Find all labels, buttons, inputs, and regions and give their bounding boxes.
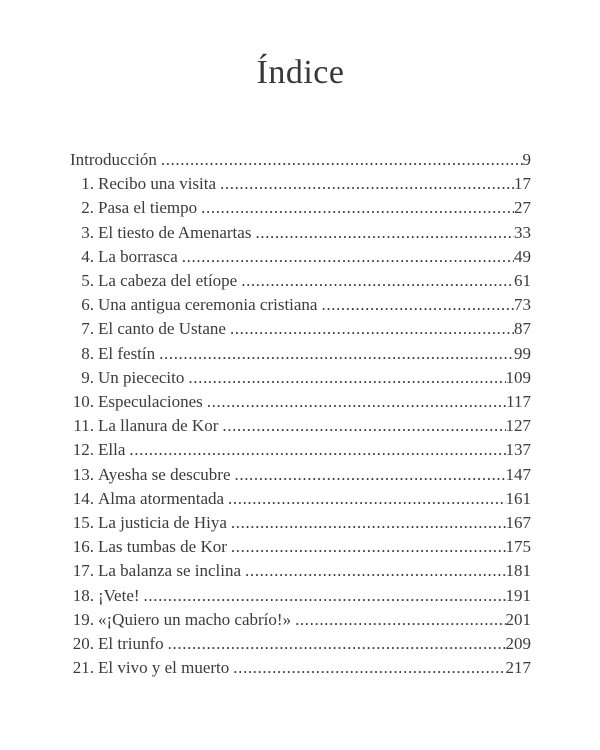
toc-entry-page: 209	[505, 634, 531, 654]
toc-entry-title: Un piececito	[98, 367, 185, 387]
toc-entry-number: 3.	[81, 222, 94, 242]
toc-row	[70, 390, 531, 414]
toc-entry-number: 20.	[72, 634, 94, 654]
toc-entry-page: 117	[506, 392, 531, 412]
toc-list	[70, 148, 531, 680]
toc-entry-title: El festín	[98, 343, 156, 363]
toc-entry-number: 2.	[81, 198, 94, 218]
toc-row	[70, 511, 531, 535]
toc-entry-title: Recibo una visita	[98, 174, 217, 194]
dot-leader	[220, 172, 514, 196]
dot-leader	[144, 584, 506, 608]
toc-entry-title: La justicia de Hiya	[98, 513, 227, 533]
toc-entry-number: 14.	[72, 488, 94, 508]
toc-entry-page: 191	[505, 585, 531, 605]
dot-leader	[188, 366, 505, 390]
toc-row	[70, 293, 531, 317]
dot-leader	[235, 463, 506, 487]
toc-entry-number: 5.	[81, 271, 94, 291]
toc-row	[70, 366, 531, 390]
toc-entry-page: 61	[514, 271, 531, 291]
toc-entry-page: 127	[505, 416, 531, 436]
toc-entry-title: La balanza se inclina	[98, 561, 242, 581]
toc-row	[70, 317, 531, 341]
toc-entry-title: La cabeza del etíope	[98, 271, 238, 291]
toc-row	[70, 269, 531, 293]
dot-leader	[222, 414, 505, 438]
dot-leader	[230, 317, 514, 341]
toc-entry-number: 1.	[81, 174, 94, 194]
toc-entry-title: El triunfo	[98, 634, 164, 654]
toc-entry-number: 6.	[81, 295, 94, 315]
toc-entry-title: La borrasca	[98, 246, 178, 266]
toc-entry-number: 18.	[72, 585, 94, 605]
toc-row	[70, 559, 531, 583]
toc-entry-title: ¡Vete!	[98, 585, 140, 605]
toc-entry-page: 201	[505, 609, 531, 629]
toc-entry-page: 99	[514, 343, 531, 363]
toc-entry-page: 181	[505, 561, 531, 581]
toc-entry-page: 17	[514, 174, 531, 194]
dot-leader	[321, 293, 514, 317]
toc-row	[70, 608, 531, 632]
toc-entry-page: 161	[505, 488, 531, 508]
toc-entry-title: Ayesha se descubre	[98, 464, 231, 484]
toc-entry-number: 4.	[81, 246, 94, 266]
toc-row	[70, 463, 531, 487]
toc-row	[70, 632, 531, 656]
dot-leader	[241, 269, 514, 293]
toc-row	[70, 535, 531, 559]
toc-row	[70, 172, 531, 196]
dot-leader	[255, 221, 514, 245]
toc-entry-page: 175	[505, 537, 531, 557]
toc-entry-title: La llanura de Kor	[98, 416, 219, 436]
toc-row	[70, 414, 531, 438]
toc-entry-title: Ella	[98, 440, 126, 460]
toc-entry-page: 109	[505, 367, 531, 387]
dot-leader	[233, 656, 505, 680]
toc-row	[70, 342, 531, 366]
toc-entry-number: 15.	[72, 513, 94, 533]
dot-leader	[168, 632, 506, 656]
toc-entry-number: 7.	[81, 319, 94, 339]
toc-entry-page: 217	[505, 658, 531, 678]
toc-entry-number: 10.	[72, 392, 94, 412]
page-title: Índice	[256, 54, 345, 91]
toc-entry-title: El vivo y el muerto	[98, 658, 230, 678]
dot-leader	[231, 535, 506, 559]
toc-entry-page: 73	[514, 295, 531, 315]
toc-row	[70, 148, 531, 172]
dot-leader	[245, 559, 505, 583]
toc-entry-page: 137	[505, 440, 531, 460]
toc-row	[70, 584, 531, 608]
dot-leader	[295, 608, 505, 632]
dot-leader	[231, 511, 506, 535]
toc-entry-number: 17.	[72, 561, 94, 581]
toc-entry-page: 27	[514, 198, 531, 218]
dot-leader	[129, 438, 505, 462]
toc-entry-page: 87	[514, 319, 531, 339]
toc-row	[70, 656, 531, 680]
toc-entry-title: Pasa el tiempo	[98, 198, 198, 218]
toc-row	[70, 221, 531, 245]
toc-row	[70, 487, 531, 511]
dot-leader	[228, 487, 505, 511]
toc-entry-page: 49	[514, 246, 531, 266]
toc-entry-number: 19.	[72, 609, 94, 629]
toc-entry-title: Una antigua ceremonia cristiana	[98, 295, 318, 315]
toc-entry-number: 12.	[72, 440, 94, 460]
toc-entry-title: «¡Quiero un macho cabrío!»	[98, 609, 292, 629]
toc-entry-title: Introducción	[70, 150, 157, 169]
toc-row	[70, 196, 531, 220]
toc-entry-number: 13.	[72, 464, 94, 484]
toc-entry-page: 33	[514, 222, 531, 242]
toc-entry-title: El canto de Ustane	[98, 319, 226, 339]
dot-leader	[159, 342, 514, 366]
toc-row	[70, 245, 531, 269]
toc-entry-number: 9.	[81, 367, 94, 387]
toc-entry-title: Alma atormentada	[98, 488, 225, 508]
toc-entry-title: Las tumbas de Kor	[98, 537, 227, 557]
toc-entry-number: 21.	[72, 658, 94, 678]
dot-leader	[207, 390, 506, 414]
toc-entry-number: 11.	[73, 416, 94, 436]
dot-leader	[161, 148, 523, 172]
toc-entry-title: El tiesto de Amenartas	[98, 222, 252, 242]
toc-entry-number: 16.	[72, 537, 94, 557]
toc-entry-title: Especulaciones	[98, 392, 203, 412]
dot-leader	[182, 245, 514, 269]
toc-entry-page: 9	[522, 150, 531, 169]
toc-entry-page: 167	[505, 513, 531, 533]
toc-entry-number: 8.	[81, 343, 94, 363]
toc-entry-page: 147	[505, 464, 531, 484]
toc-row	[70, 438, 531, 462]
dot-leader	[201, 196, 514, 220]
